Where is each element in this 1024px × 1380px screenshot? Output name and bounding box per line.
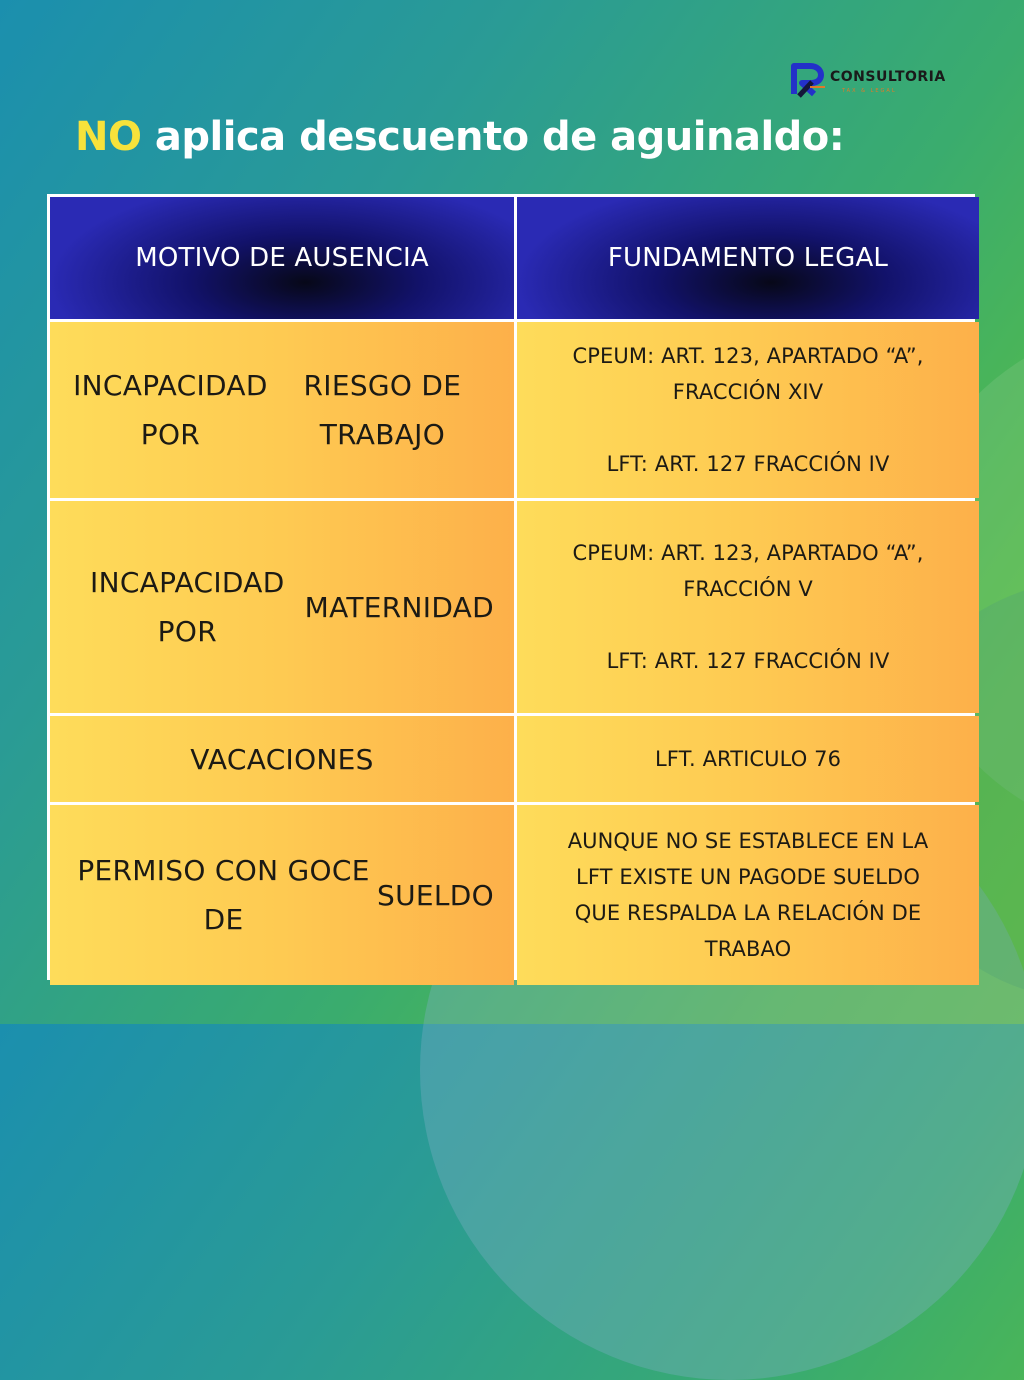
motivo-line: SUELDO [377, 878, 494, 912]
fundamento-paragraph [573, 338, 924, 410]
row-1-fundamento [517, 322, 979, 498]
title-highlight: NO [75, 114, 142, 160]
row-1-motivo [50, 322, 514, 498]
fundamento-line: LFT: ART. 127 FRACCIÓN IV [606, 452, 890, 476]
motivo-line: INCAPACIDAD POR [73, 369, 268, 451]
fundamento-paragraph [568, 823, 929, 967]
header-motivo: MOTIVO DE AUSENCIA [50, 197, 514, 319]
fundamento-line: FRACCIÓN V [683, 577, 813, 601]
motivo-line: MATERNIDAD [304, 590, 494, 624]
fundamento-paragraph [655, 741, 841, 777]
fundamento-paragraph [607, 643, 890, 679]
logo-mark-icon [790, 60, 830, 100]
row-4-motivo [50, 805, 514, 985]
row-4-fundamento [517, 805, 979, 985]
fundamento-line: LFT: ART. 127 FRACCIÓN IV [606, 649, 890, 673]
page-title [75, 114, 844, 160]
logo-subtext: TAX & LEGAL [842, 88, 897, 94]
fundamento-paragraph [607, 446, 890, 482]
fundamento-line: TRABAO [704, 937, 792, 961]
motivo-line: RIESGO DE TRABAJO [303, 369, 462, 451]
motivo-line: PERMISO CON GOCE DE [77, 854, 370, 936]
fundamento-line: LFT EXISTE UN PAGODE SUELDO [576, 865, 920, 889]
row-2-fundamento [517, 501, 979, 713]
legal-table [47, 194, 975, 980]
fundamento-line: AUNQUE NO SE ESTABLECE EN LA [567, 829, 929, 853]
title-text: aplica descuento de aguinaldo: [141, 114, 845, 160]
fundamento-line: CPEUM: ART. 123, APARTADO “A”, [572, 344, 924, 368]
row-3-motivo [50, 716, 514, 802]
fundamento-line: FRACCIÓN XIV [672, 380, 824, 404]
logo-text: CONSULTORIA [830, 69, 946, 85]
fundamento-line: CPEUM: ART. 123, APARTADO “A”, [572, 541, 924, 565]
motivo-line: VACACIONES [190, 742, 374, 776]
row-3-fundamento [517, 716, 979, 802]
fundamento-line: QUE RESPALDA LA RELACIÓN DE [574, 901, 922, 925]
fundamento-line: LFT. ARTICULO 76 [654, 747, 842, 771]
brand-logo [790, 60, 965, 102]
header-fundamento: FUNDAMENTO LEGAL [517, 197, 979, 319]
row-2-motivo [50, 501, 514, 713]
motivo-line: INCAPACIDAD POR [90, 566, 285, 648]
fundamento-paragraph [573, 535, 924, 607]
